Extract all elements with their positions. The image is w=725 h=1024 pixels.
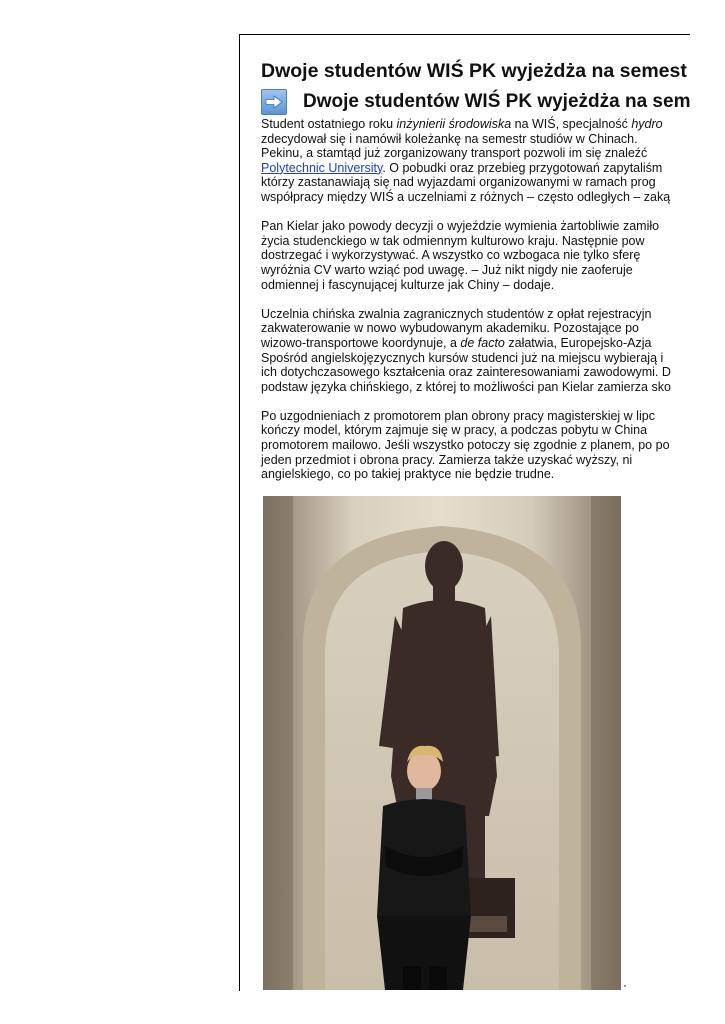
- text-line: [261, 409, 700, 424]
- text-segment: angielskiego, co po takiej praktyce nie będzie trudne.: [261, 467, 555, 482]
- text-line: [261, 219, 700, 234]
- right-arrow-glyph: [265, 95, 283, 109]
- text-line: [261, 234, 700, 249]
- text-line: [261, 453, 700, 468]
- text-segment: wyróżnia CV warto wziąć pod uwagę. – Już nikt nigdy nie zaoferuje: [261, 262, 633, 277]
- text-segment: Pekinu, a stamtąd już zorganizowany transport pozwoli im się znaleźć: [261, 146, 648, 161]
- text-line: [261, 146, 700, 161]
- text-segment: jeden przedmiot i obrona pracy. Zamierza także uzyskać wyższy, ni: [261, 452, 633, 467]
- text-segment: Po uzgodnieniach z promotorem plan obrony pracy magisterskiej w lipc: [261, 408, 655, 423]
- text-line: [261, 263, 700, 278]
- text-segment: Uczelnia chińska zwalnia zagranicznych studentów z opłat rejestracyjn: [261, 306, 652, 321]
- text-line: [261, 190, 700, 205]
- article: [261, 59, 700, 482]
- article-subtitle: Dwoje studentów WIŚ PK wyjeżdża na sem: [303, 91, 691, 112]
- university-link[interactable]: Polytechnic University: [261, 160, 383, 175]
- text-segment: . O pobudki oraz przebieg przygotowań zapytaliśm: [382, 160, 663, 175]
- article-title: Dwoje studentów WIŚ PK wyjeżdża na semest: [261, 60, 687, 82]
- text-segment: podstaw języka chińskiego, z której to możliwości pan Kielar zamierza sko: [261, 379, 671, 394]
- text-line: [261, 132, 700, 147]
- text-line: [261, 365, 700, 380]
- text-line: [261, 307, 700, 322]
- article-paragraph: [261, 117, 700, 205]
- text-segment: Pan Kielar jako powody decyzji o wyjeździe wymienia żartobliwie zamiło: [261, 219, 660, 234]
- article-body: [261, 117, 700, 482]
- text-segment: ich dotychczasowego kształcenia oraz zainteresowaniami zawodowymi. D: [261, 365, 671, 380]
- text-segment: na WIŚ, specjalność: [511, 117, 632, 131]
- text-line: [261, 248, 700, 263]
- text-segment: Spośród angielskojęzycznych kursów studenci już na miejscu wybierają i: [261, 350, 664, 365]
- text-segment: współpracy między WIŚ a uczelniami z różnych – często odległych – zaką: [261, 189, 671, 204]
- edge-mark: [624, 985, 626, 987]
- text-segment: którzy zastanawiają się nad wyjazdami organizowanymi w ramach prog: [261, 175, 656, 190]
- text-line: [261, 351, 700, 366]
- article-paragraph: [261, 307, 700, 395]
- text-segment: wizowo-transportowe koordynuje, a: [261, 335, 461, 350]
- student-photo: [263, 496, 621, 990]
- text-segment: promotorem mailowo. Jeśli wszystko potoczy się zgodnie z planem, po po: [261, 438, 670, 453]
- page-edge: [690, 34, 725, 1024]
- article-paragraph: [261, 409, 700, 482]
- article-paragraph: [261, 219, 700, 292]
- text-segment: zakwaterowanie w nowo wybudowanym akademiku. Pozostające po: [261, 321, 639, 336]
- text-line: [261, 467, 700, 482]
- article-subheading: [261, 87, 700, 117]
- text-line: [261, 278, 700, 293]
- text-line: [261, 161, 700, 176]
- italic-text: de facto: [460, 335, 505, 350]
- text-segment: zdecydował się i namówił koleżankę na semestr studiów w Chinach.: [261, 131, 638, 146]
- text-line: [261, 423, 700, 438]
- text-segment: odmiennej i fascynującej kulturze jak Chiny – dodaje.: [261, 277, 555, 292]
- text-segment: życia studenckiego w tak odmiennym kulturowo kraju. Następnie pow: [261, 233, 645, 248]
- text-segment: dostrzegać i wykorzystywać. A wszystko co wzbogaca nie tylko sferę: [261, 248, 641, 263]
- text-line: [261, 175, 700, 190]
- text-line: [261, 380, 700, 395]
- text-line: [261, 321, 700, 336]
- text-line: [261, 117, 700, 132]
- right-arrow-icon[interactable]: [261, 89, 287, 115]
- text-segment: załatwia, Europejsko-Azja: [504, 335, 652, 350]
- italic-text: hydro: [631, 117, 663, 131]
- text-segment: kończy model, którym zajmuje się w pracy, a podczas pobytu w China: [261, 423, 648, 438]
- text-line: [261, 438, 700, 453]
- photo-image: [263, 496, 621, 990]
- text-segment: Student ostatniego roku: [261, 117, 397, 131]
- italic-text: inżynierii środowiska: [396, 117, 512, 131]
- document-page: [239, 34, 700, 991]
- text-line: [261, 336, 700, 351]
